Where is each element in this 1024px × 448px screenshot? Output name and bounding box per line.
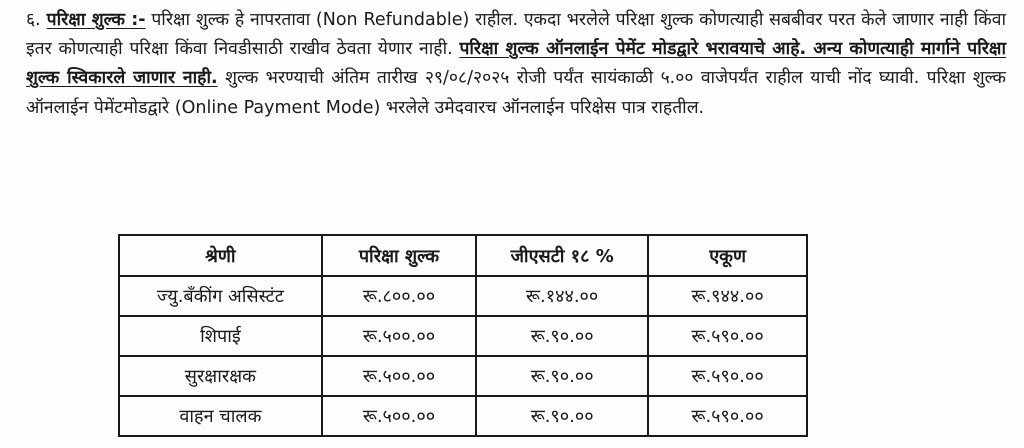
notice-text-1: परिक्षा शुल्क हे नापरतावा (Non Refundable) राहील. एकदा भरलेले परिक्षा शुल्क कोणत्याही सबबीवर परत केले जाणार नाही किंवा इतर कोणत्याही परिक्षा किंवा निवडीसाठी राखीव ठेवता येणार नाही. (26, 10, 1006, 60)
section-heading: परिक्षा शुल्क :- (46, 10, 146, 30)
header-exam-fee: परिक्षा शुल्क (322, 235, 476, 276)
header-total: एकूण (648, 235, 807, 276)
document-body (26, 6, 1006, 123)
table-row (119, 276, 807, 316)
header-category: श्रेणी (119, 235, 322, 276)
cell-total: रू.५९०.०० (648, 356, 807, 396)
table-row (119, 356, 807, 396)
table-row (119, 316, 807, 356)
cell-total: रू.९४४.०० (648, 276, 807, 316)
fee-table (118, 234, 808, 437)
cell-gst: रू.१४४.०० (476, 276, 648, 316)
cell-category: शिपाई (119, 316, 322, 356)
fee-table-header-row (119, 235, 807, 276)
cell-category: ज्यु.बँकींग असिस्टंट (119, 276, 322, 316)
cell-gst: रू.९०.०० (476, 316, 648, 356)
fee-notice-paragraph (26, 6, 1006, 123)
cell-category: वाहन चालक (119, 396, 322, 436)
cell-gst: रू.९०.०० (476, 356, 648, 396)
cell-category: सुरक्षारक्षक (119, 356, 322, 396)
cell-total: रू.५९०.०० (648, 396, 807, 436)
table-row (119, 396, 807, 436)
section-number: ६. (26, 10, 41, 30)
cell-exam-fee: रू.५००.०० (322, 356, 476, 396)
cell-exam-fee: रू.५००.०० (322, 316, 476, 356)
notice-text-2: शुल्क भरण्याची अंतिम तारीख २९/०८/२०२५ रोजी पर्यंत सायंकाळी ५.०० वाजेपर्यंत राहील याची नोंद घ्यावी. परिक्षा शुल्क ऑनलाईन पेमेंटमोडद्वारे (Online Payment Mode) भरलेले उमेदवारच ऑनलाईन परिक्षेस पात्र राहतील. (26, 68, 1006, 118)
cell-gst: रू.९०.०० (476, 396, 648, 436)
header-gst: जीएसटी १८ % (476, 235, 648, 276)
cell-total: रू.५९०.०० (648, 316, 807, 356)
notice-emphasis: परिक्षा शुल्क ऑनलाईन पेमेंट मोडद्वारे भरावयाचे आहे. अन्य कोणत्याही मार्गाने परिक्षा शुल्क स्विकारले जाणार नाही. (26, 39, 1006, 89)
cell-exam-fee: रू.५००.०० (322, 396, 476, 436)
cell-exam-fee: रू.८००.०० (322, 276, 476, 316)
